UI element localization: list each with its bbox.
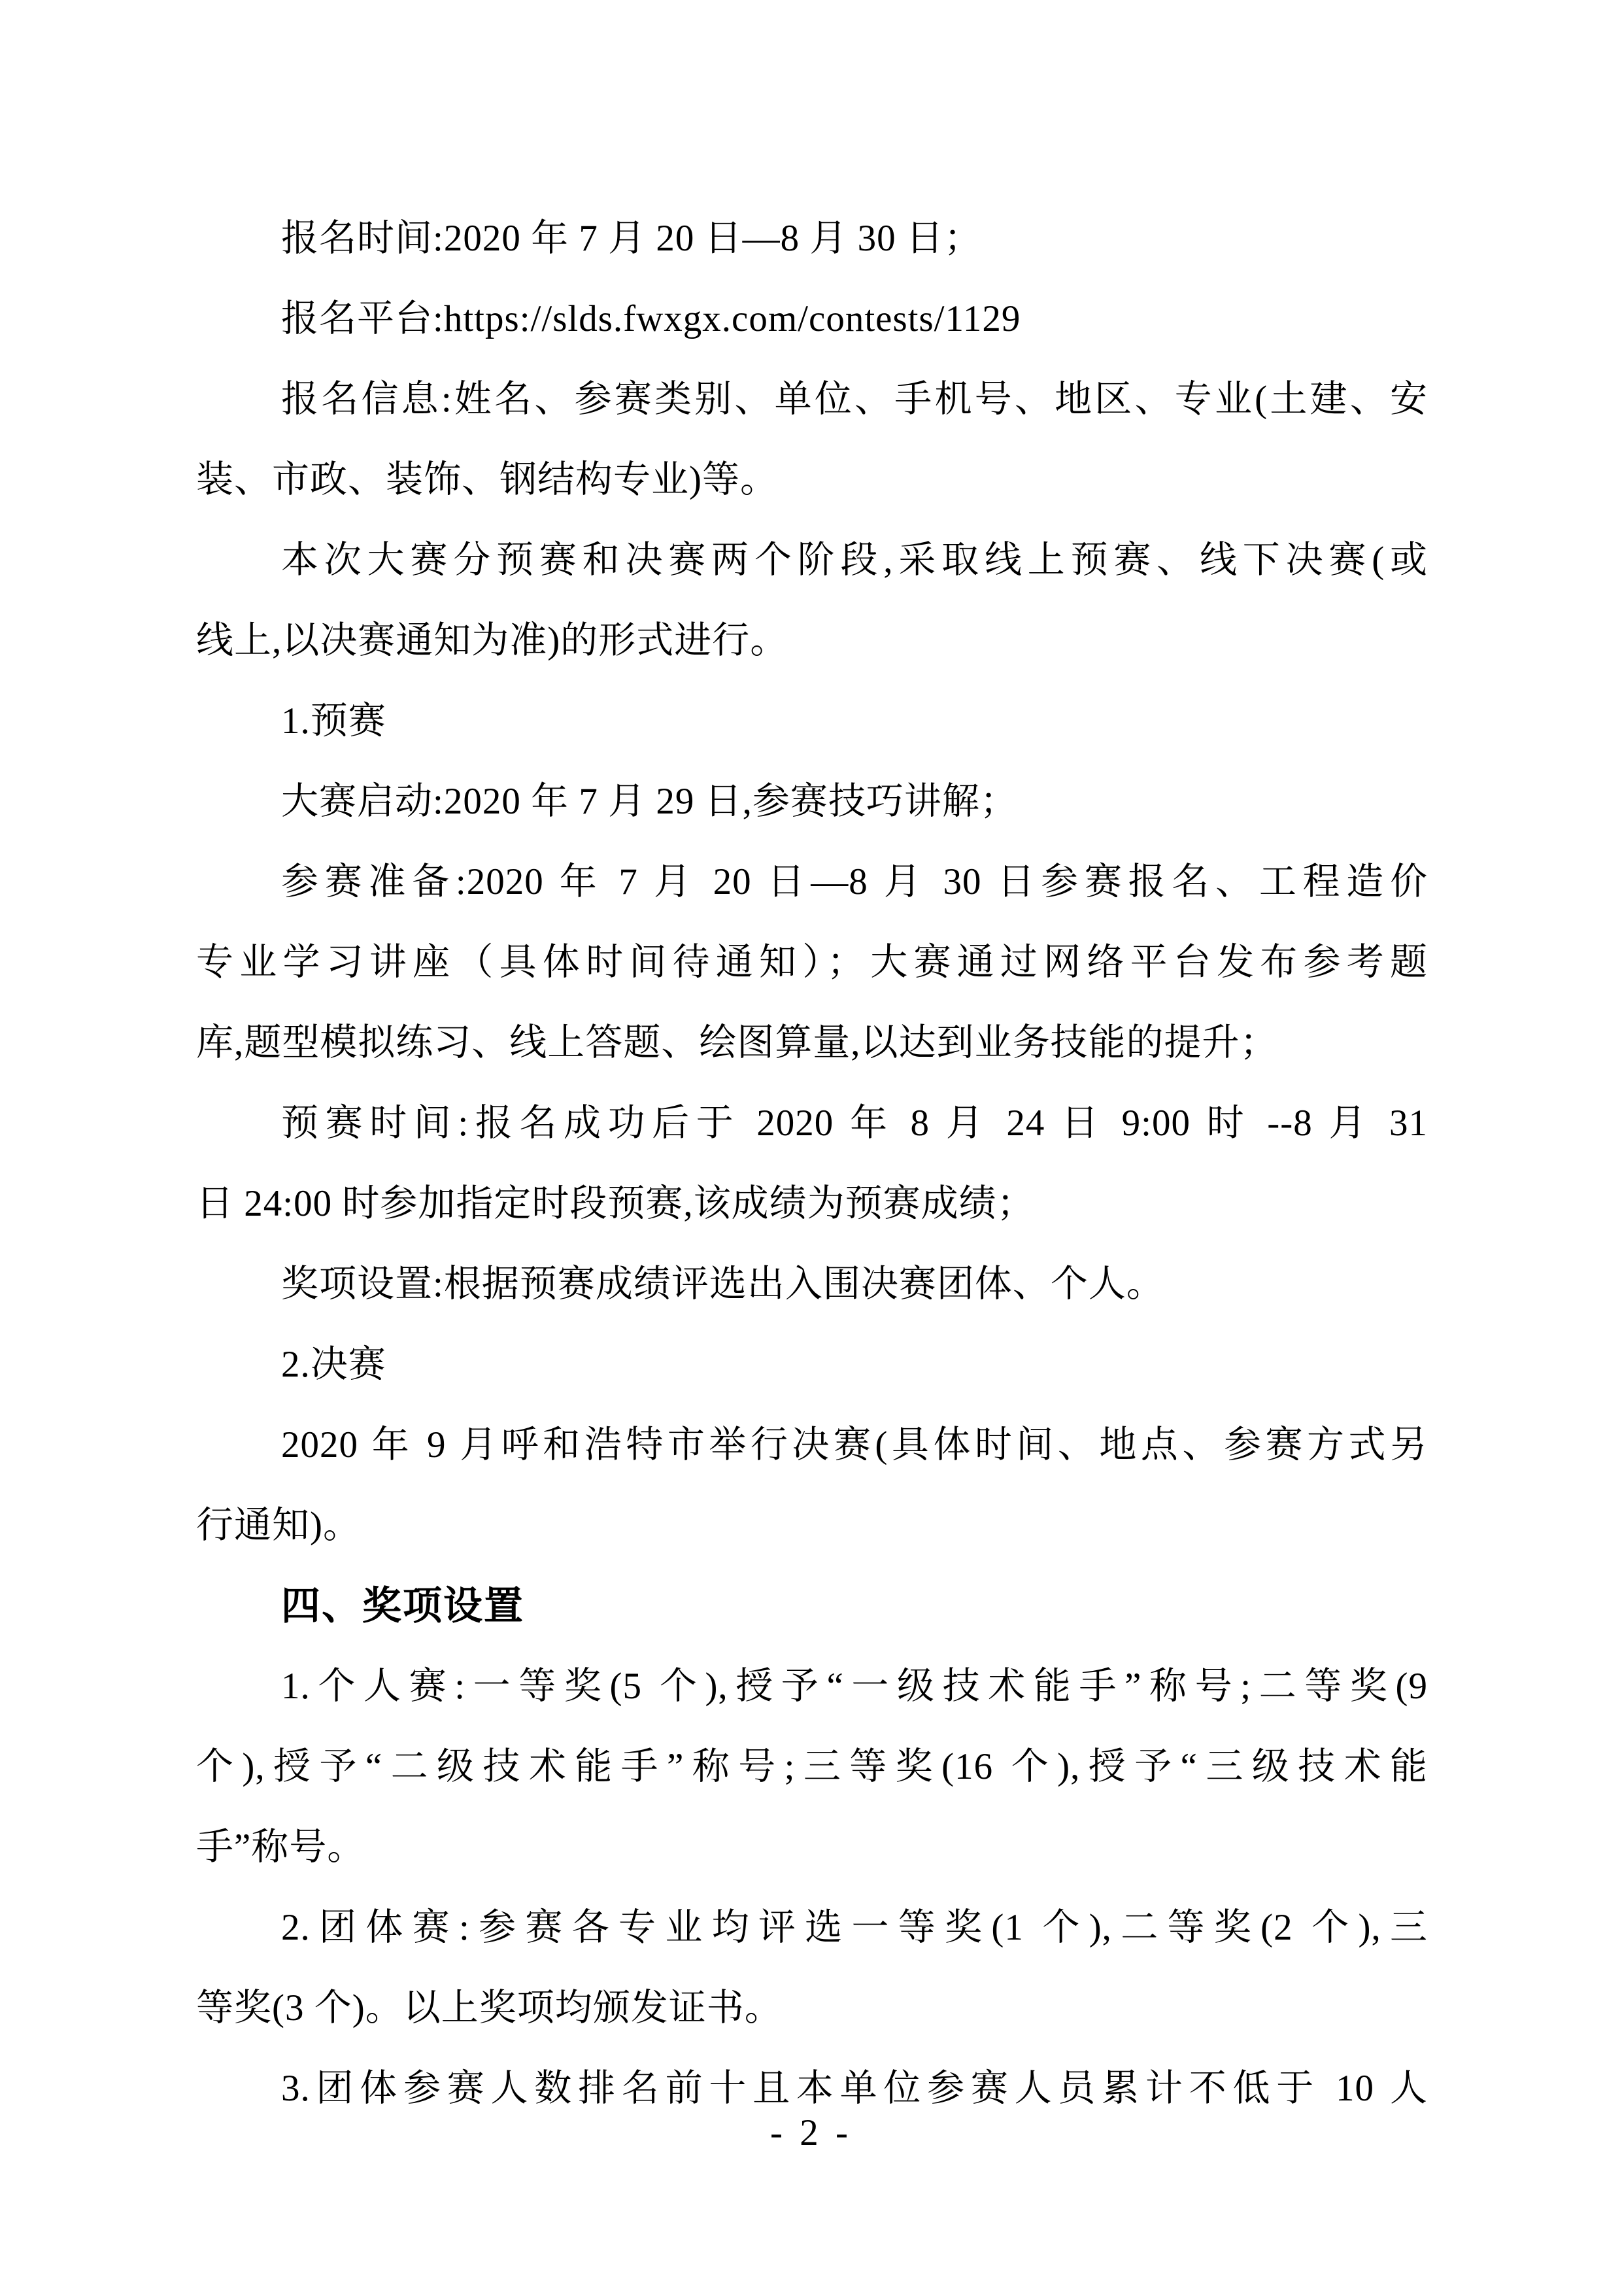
doc-line: 大赛启动:2020 年 7 月 29 日,参赛技巧讲解；	[281, 781, 1018, 822]
doc-line: 报名信息:姓名、参赛类别、单位、手机号、地区、专业(土建、安	[281, 379, 1428, 420]
doc-line: 线上,以决赛通知为准)的形式进行。	[196, 620, 788, 661]
section-heading-awards: 四、奖项设置	[281, 1584, 524, 1628]
doc-line: 库,题型模拟练习、线上答题、绘图算量,以达到业务技能的提升；	[196, 1022, 1278, 1063]
doc-line-registration-url: 报名平台:https://slds.fwxgx.com/contests/1129	[281, 298, 1021, 339]
doc-line: 3.团体参赛人数排名前十且本单位参赛人员累计不低于 10 人	[281, 2068, 1428, 2109]
doc-line-subsection-preliminary: 1.预赛	[281, 700, 386, 742]
doc-line: 等奖(3 个)。以上奖项均颁发证书。	[196, 1987, 783, 2029]
doc-line: 装、市政、装饰、钢结构专业)等。	[196, 459, 778, 500]
page-number: - 2 -	[770, 2112, 852, 2153]
doc-line: 专业学习讲座（具体时间待通知）；大赛通过网络平台发布参考题	[196, 942, 1428, 983]
doc-line: 本次大赛分预赛和决赛两个阶段,采取线上预赛、线下决赛(或	[281, 540, 1428, 581]
doc-line-subsection-final: 2.决赛	[281, 1344, 386, 1385]
doc-line: 日 24:00 时参加指定时段预赛,该成绩为预赛成绩；	[196, 1183, 1035, 1224]
doc-line: 预赛时间:报名成功后于 2020 年 8 月 24 日 9:00 时 --8 月 31	[281, 1103, 1428, 1144]
doc-line: 2.团体赛:参赛各专业均评选一等奖(1 个),二等奖(2 个),三	[281, 1907, 1428, 1948]
doc-line: 个),授予“二级技术能手”称号;三等奖(16 个),授予“三级技术能	[196, 1746, 1428, 1787]
doc-line: 行通知)。	[196, 1505, 361, 1546]
doc-line: 奖项设置:根据预赛成绩评选出入围决赛团体、个人。	[281, 1263, 1164, 1305]
document-body	[196, 198, 1428, 2129]
doc-line: 报名时间:2020 年 7 月 20 日—8 月 30 日；	[281, 218, 982, 259]
doc-line: 参赛准备:2020 年 7 月 20 日—8 月 30 日参赛报名、工程造价	[281, 861, 1428, 902]
doc-line: 2020 年 9 月呼和浩特市举行决赛(具体时间、地点、参赛方式另	[281, 1424, 1428, 1465]
doc-line: 手”称号。	[196, 1826, 365, 1868]
doc-line: 1.个人赛:一等奖(5 个),授予“一级技术能手”称号;二等奖(9	[281, 1666, 1428, 1707]
